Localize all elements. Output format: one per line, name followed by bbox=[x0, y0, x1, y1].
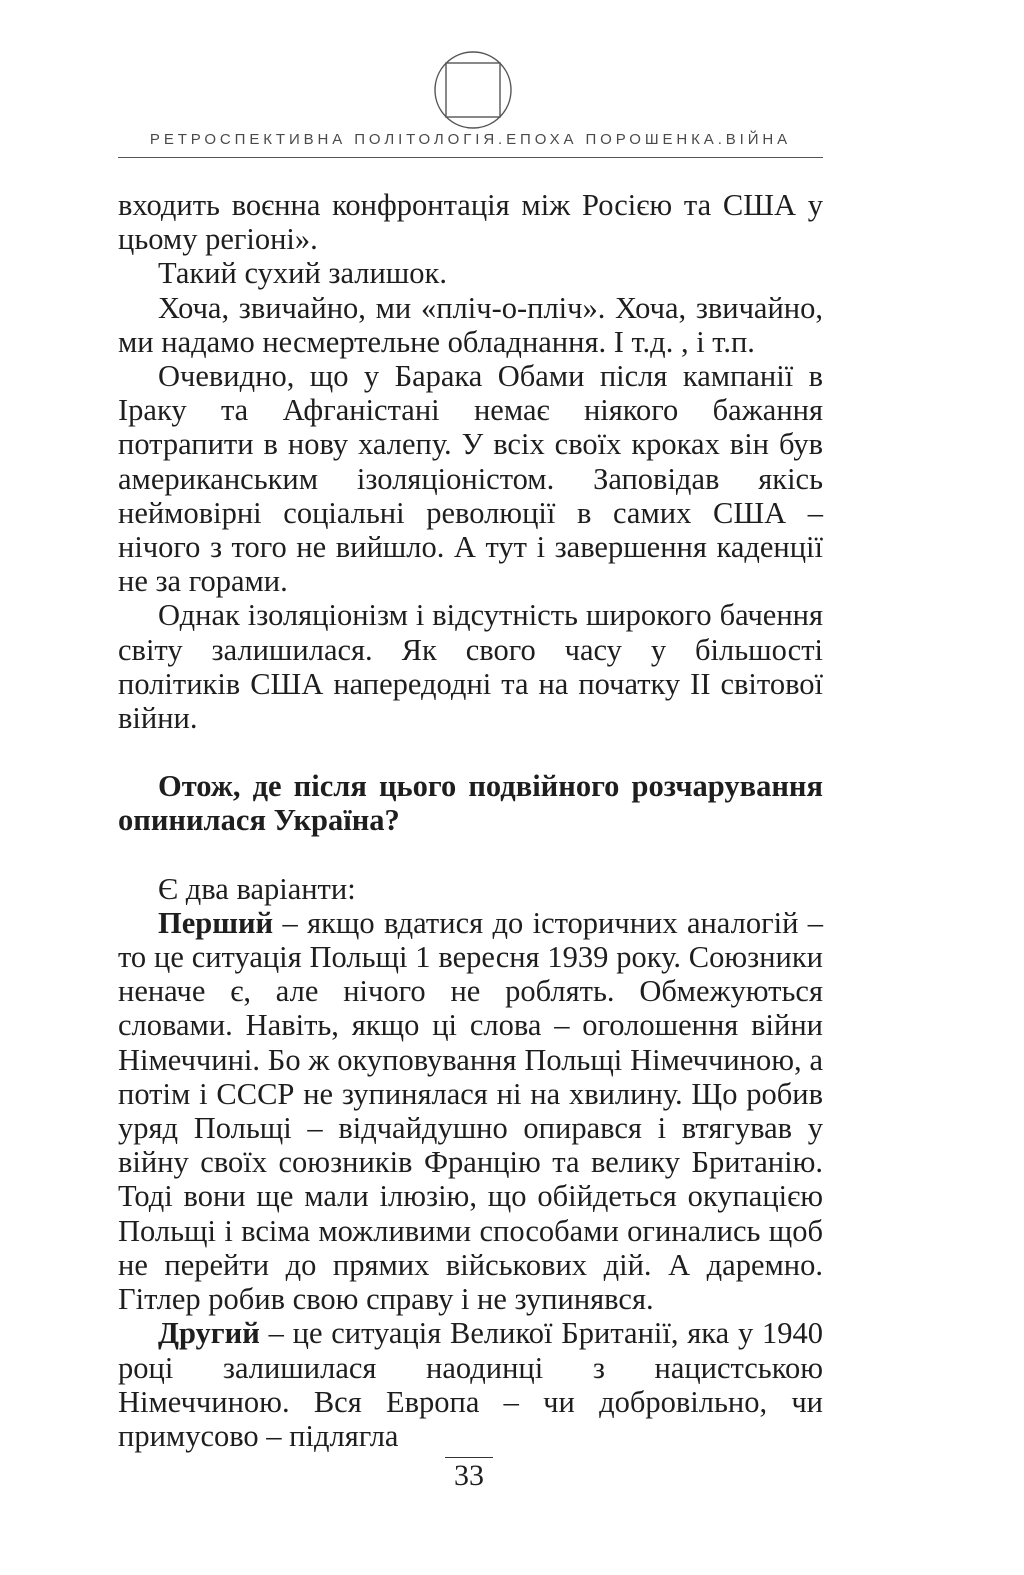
section-heading: Отож, де після цього подвійного розчарування опинилася Україна? bbox=[118, 769, 823, 838]
option-label-first: Перший bbox=[158, 905, 274, 940]
paragraph: входить воєнна конфронтація між Росією та США у цьому регіоні». bbox=[118, 188, 823, 257]
body-text bbox=[118, 188, 823, 1453]
paragraph: Є два варіанти: bbox=[158, 871, 356, 906]
paragraph: Такий сухий залишок. bbox=[158, 256, 447, 291]
option-label-second: Другий bbox=[158, 1316, 260, 1351]
paragraph: Хоча, звичайно, ми «пліч-о-пліч». Хоча, звичайно, ми надамо несмертельне обладнання. І т.д. , і т.п. bbox=[118, 290, 823, 359]
page-number-rule bbox=[445, 1457, 493, 1458]
page-number: 33 bbox=[454, 1459, 484, 1492]
header-rule bbox=[118, 157, 823, 158]
paragraph-text: – якщо вдатися до історичних аналогій – то це ситуація Польщі 1 вересня 1939 року. Союзники неначе є, але нічого не роблять. Обмежуються словами. Навіть, якщо ці слова – оголошення війни Німеччині. Бо ж окуповування Польщі Німеччиною, а потім і СССР не зупинялася ні на хвилину. Що робив уряд Польщі – відчайдушно опирався і втягував у війну своїх союзників Францію та велику Британію. Тоді вони ще мали ілюзію, що обійдеться окупацією Польщі і всіма можливими способами огинались щоб не перейти до прямих військових дій. А даремно. Гітлер робив свою справу і не зупинявся. bbox=[118, 905, 823, 1317]
circle-square-logo-icon bbox=[433, 50, 513, 130]
paragraph bbox=[118, 906, 823, 1316]
paragraph: Однак ізоляціонізм і відсутність широкого бачення світу залишилася. Як свого часу у більшості політиків США напередодні та на початку ІІ світової війни. bbox=[118, 598, 823, 736]
running-head: РЕТРОСПЕКТИВНА ПОЛІТОЛОГІЯ.ЕПОХА ПОРОШЕНКА.ВІЙНА bbox=[149, 131, 792, 148]
paragraph: Очевидно, що у Барака Обами після кампанії в Іраку та Афганістані немає ніякого бажання потрапити в нову халепу. У всіх своїх кроках він був американським ізоляціоністом. Заповідав якісь неймовірні соціальні революції в самих США – нічого з того не вийшло. А тут і завершення каденції не за горами. bbox=[118, 359, 823, 599]
paragraph bbox=[118, 1316, 823, 1453]
paragraph-text: – це ситуація Великої Британії, яка у 1940 році залишилася наодинці з нацистською Німеччиною. Вся Европа – чи добровільно, чи примусово – підлягла bbox=[118, 1316, 823, 1453]
